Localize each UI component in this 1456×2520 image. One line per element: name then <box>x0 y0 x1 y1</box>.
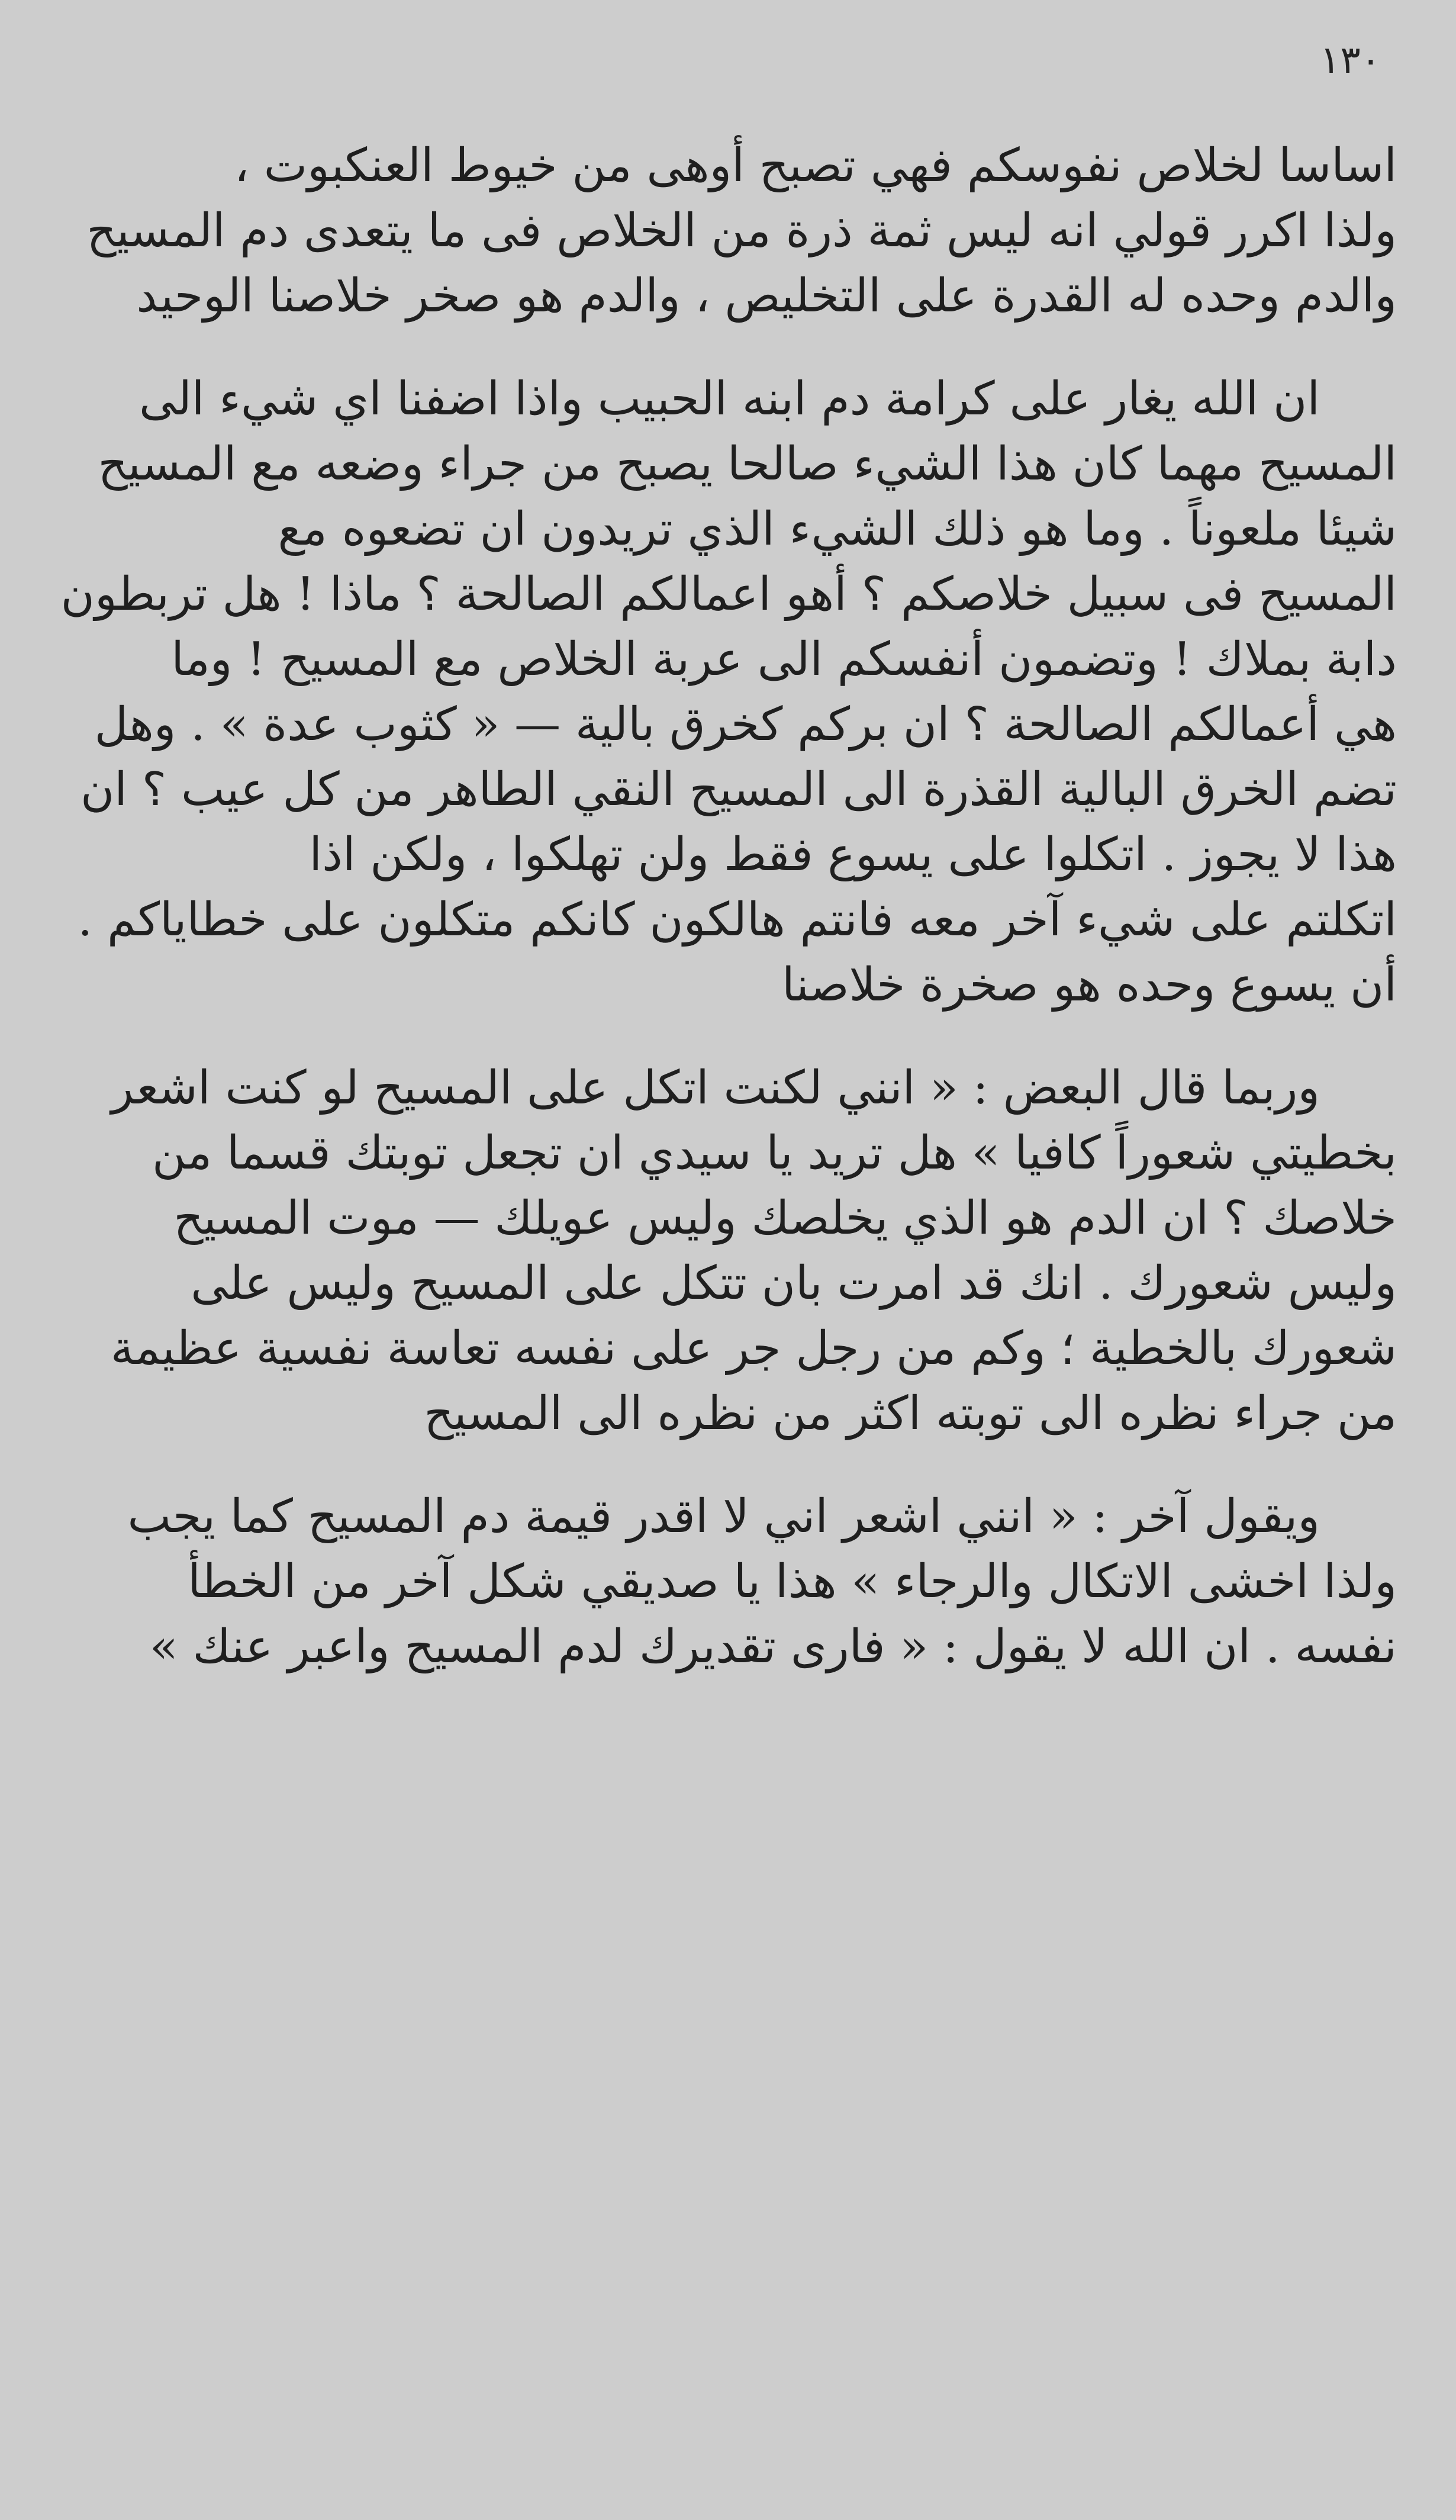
text-line: والدم وحده له القدرة على التخليص ، والدم هو صخر خلاصنا الوحيد <box>136 269 1397 323</box>
text-line: هي أعمالكم الصالحة ؟ ان بركم كخرق بالية — « كثوب عدة » . وهل <box>94 698 1397 751</box>
text-line: هذا لا يجوز . اتكلوا على يسوع فقط ولن تهلكوا ، ولكن اذا <box>309 828 1397 881</box>
text-line: أن يسوع وحده هو صخرة خلاصنا <box>782 958 1397 1012</box>
text-line: خلاصك ؟ ان الدم هو الذي يخلصك وليس عويلك — موت المسيح <box>173 1192 1397 1245</box>
text-line: دابة بملاك ! وتضمون أنفسكم الى عربة الخلاص مع المسيح ! وما <box>171 633 1397 686</box>
text-line: بخطيتي شعوراً كافيا » هل تريد يا سيدي ان تجعل توبتك قسما من <box>152 1127 1397 1180</box>
paragraph-spacer <box>47 329 1397 366</box>
text-line: شيئا ملعوناً . وما هو ذلك الشيء الذي تريدون ان تضعوه مع <box>278 503 1397 556</box>
text-line: من جراء نظره الى توبته اكثر من نظره الى المسيح <box>424 1387 1397 1440</box>
text-line: وربما قال البعض : « انني لكنت اتكل على المسيح لو كنت اشعر <box>111 1061 1320 1115</box>
paragraph-spacer <box>47 1446 1397 1484</box>
text-line: ولذا اخشى الاتكال والرجاء » هذا يا صديقي شكل آخر من الخطأ <box>188 1555 1397 1608</box>
text-line: ويقول آخر : « انني اشعر اني لا اقدر قيمة دم المسيح كما يجب <box>127 1490 1320 1543</box>
text-line: المسيح مهما كان هذا الشيء صالحا يصبح من جراء وضعه مع المسيح <box>98 437 1397 491</box>
text-line: ان الله يغار على كرامة دم ابنه الحبيب واذا اضفنا اي شيء الى <box>139 372 1320 426</box>
text-line: تضم الخرق البالية القذرة الى المسيح النقي الطاهر من كل عيب ؟ ان <box>80 763 1397 816</box>
paragraph-4 <box>47 1484 1397 1679</box>
text-line: اتكلتم على شيء آخر معه فانتم هالكون كانكم متكلون على خطاياكم . <box>78 893 1397 947</box>
text-line: شعورك بالخطية ؛ وكم من رجل جر على نفسه تعاسة نفسية عظيمة <box>110 1322 1397 1375</box>
text-line: المسيح فى سبيل خلاصكم ؟ أهو اعمالكم الصالحة ؟ ماذا ! هل تربطون <box>60 568 1397 621</box>
text-line: اساسا لخلاص نفوسكم فهي تصبح أوهى من خيوط العنكبوت ، <box>234 139 1397 192</box>
paragraph-1 <box>47 133 1397 329</box>
text-line: ولذا اكرر قولي انه ليس ثمة ذرة من الخلاص فى ما يتعدى دم المسيح <box>86 204 1397 258</box>
text-line: وليس شعورك . انك قد امرت بان تتكل على المسيح وليس على <box>191 1257 1397 1310</box>
paragraph-3 <box>47 1055 1397 1446</box>
body-text <box>47 133 1397 1679</box>
paragraph-2 <box>47 366 1397 1018</box>
paragraph-spacer <box>47 1018 1397 1055</box>
page-number: ١٣٠ <box>1320 38 1381 82</box>
text-line: نفسه . ان الله لا يقول : « فارى تقديرك لدم المسيح واعبر عنك » <box>149 1620 1397 1673</box>
